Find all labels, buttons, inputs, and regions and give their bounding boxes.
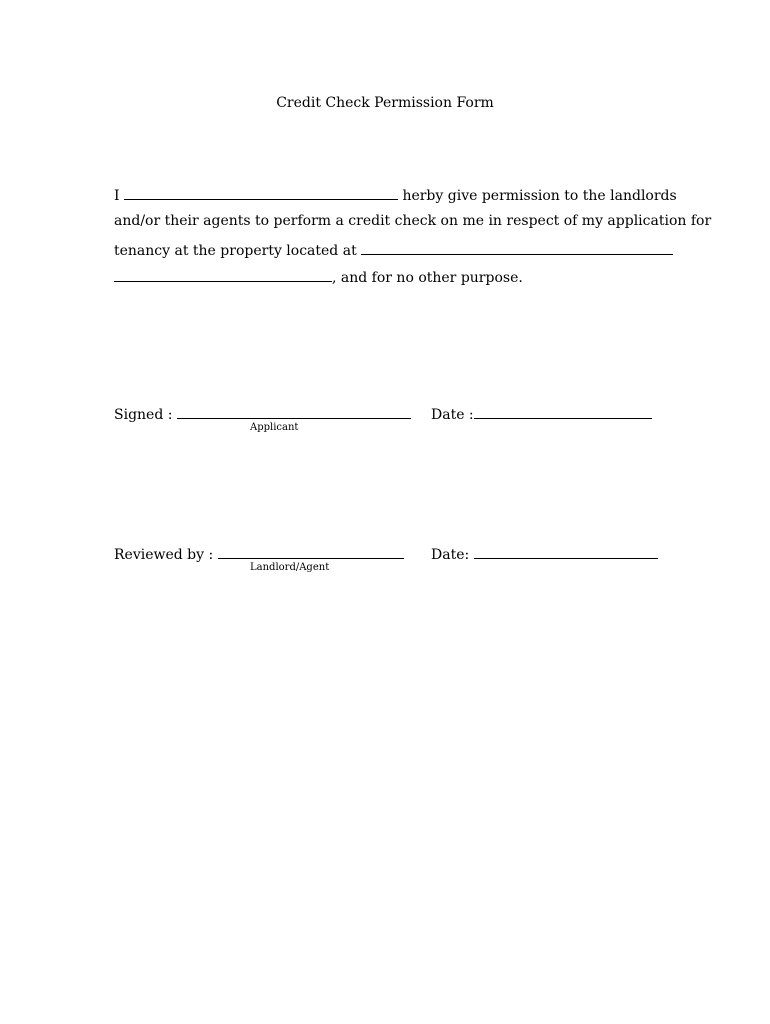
signed-date-row bbox=[431, 404, 652, 424]
paragraph-line-4 bbox=[114, 267, 659, 287]
property-prefix: tenancy at the property located at bbox=[114, 243, 357, 259]
reviewer-signature-line[interactable] bbox=[218, 544, 404, 559]
paragraph-line-3 bbox=[114, 240, 659, 260]
applicant-name-blank[interactable] bbox=[124, 185, 398, 200]
applicant-name-prefix: I bbox=[114, 188, 120, 204]
property-address-blank-1[interactable] bbox=[361, 240, 673, 255]
applicant-caption: Applicant bbox=[250, 422, 299, 433]
paragraph-line-2: and/or their agents to perform a credit check on me in respect of my application for bbox=[114, 213, 712, 229]
reviewed-date-label: Date: bbox=[431, 547, 470, 563]
signed-label: Signed : bbox=[114, 407, 173, 423]
reviewed-row bbox=[114, 544, 404, 564]
permission-text: herby give permission to the landlords bbox=[402, 188, 677, 204]
reviewed-date-line[interactable] bbox=[474, 544, 658, 559]
signed-date-label: Date : bbox=[431, 407, 474, 423]
signed-date-line[interactable] bbox=[474, 404, 652, 419]
signed-row bbox=[114, 404, 411, 424]
landlord-agent-caption: Landlord/Agent bbox=[250, 562, 330, 573]
paragraph-line-1 bbox=[114, 185, 677, 205]
reviewed-date-row bbox=[431, 544, 658, 564]
reviewed-label: Reviewed by : bbox=[114, 547, 214, 563]
purpose-text: , and for no other purpose. bbox=[332, 270, 523, 286]
property-address-blank-2[interactable] bbox=[114, 267, 332, 282]
form-title: Credit Check Permission Form bbox=[276, 95, 494, 111]
signature-line[interactable] bbox=[177, 404, 411, 419]
